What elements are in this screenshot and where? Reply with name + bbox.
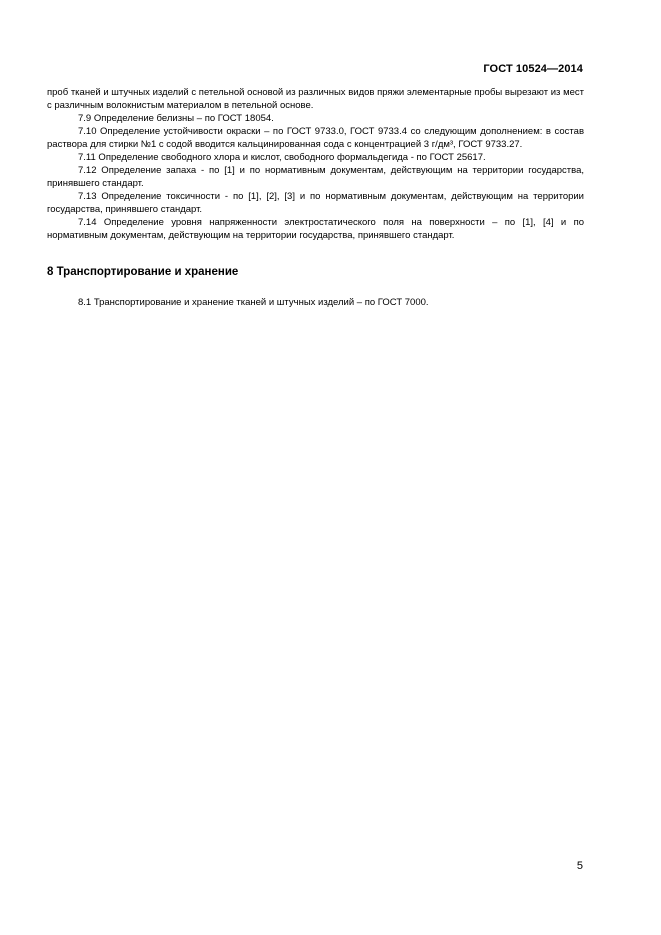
page-number: 5	[576, 860, 583, 872]
section-8-title: 8 Транспортирование и хранение	[47, 266, 239, 278]
paragraph-7-9: 7.9 Определение белизны – по ГОСТ 18054.	[78, 113, 274, 124]
paragraph-7-12: 7.12 Определение запаха - по [1] и по нормативным документам, действующим на территории государства, принявшего стандарт.	[47, 165, 584, 189]
paragraph-7-14: 7.14 Определение уровня напряженности электростатического поля на поверхности – по [1], [4] и по нормативным документам, действующим на территории государства, принявшего стандарт.	[47, 217, 584, 241]
body-text	[47, 86, 584, 242]
paragraph-7-10: 7.10 Определение устойчивости окраски – по ГОСТ 9733.0, ГОСТ 9733.4 со следующим дополнением: в состав раствора для стирки №1 с содой вводится кальцинированная сода с концентрацией 3 г/дм³, ГОСТ 9733.27.	[47, 126, 584, 150]
paragraph-7-13: 7.13 Определение токсичности - по [1], [2], [3] и по нормативным документам, действующим на территории государства, принявшего стандарт.	[47, 191, 584, 215]
paragraph-continuation: проб тканей и штучных изделий с петельной основой из различных видов пряжи элементарные пробы вырезают из мест с различным волокнистым материалом в петельной основе.	[47, 87, 584, 111]
paragraph-7-11: 7.11 Определение свободного хлора и кислот, свободного формальдегида - по ГОСТ 25617.	[78, 152, 486, 163]
section-8-text	[47, 296, 584, 309]
paragraph-8-1: 8.1 Транспортирование и хранение тканей и штучных изделий – по ГОСТ 7000.	[78, 297, 429, 308]
standard-code-header: ГОСТ 10524—2014	[483, 63, 583, 75]
